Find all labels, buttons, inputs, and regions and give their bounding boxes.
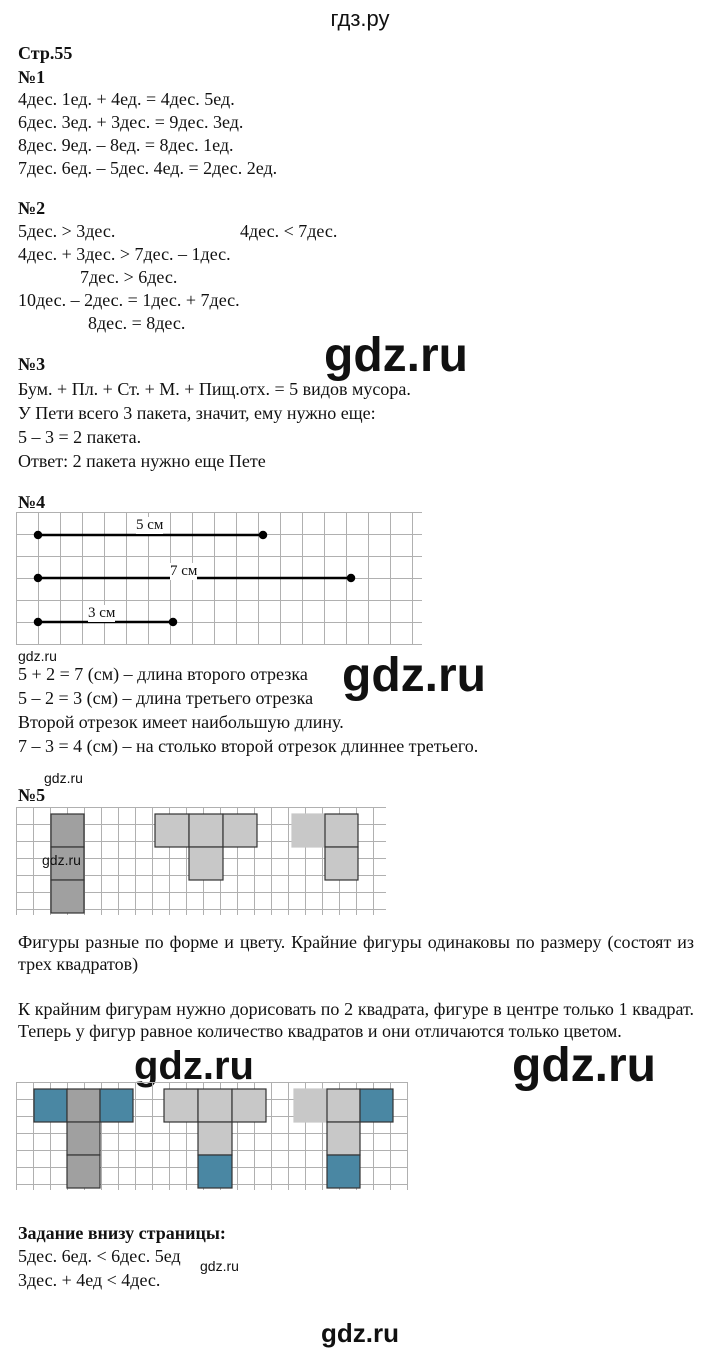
task2-heading: №2 (18, 198, 46, 218)
task4-heading: №4 (18, 492, 46, 512)
figure-corner-completed (294, 1089, 393, 1188)
task1-heading: №1 (18, 67, 46, 87)
task2-line: 10дес. – 2дес. = 1дес. + 7дес. (18, 290, 240, 310)
task3-line: Бум. + Пл. + Ст. + М. + Пищ.отх. = 5 видов мусора. (18, 379, 411, 399)
task2-line: 4дес. < 7дес. (240, 221, 338, 241)
task1-line: 8дес. 9ед. – 8ед. = 8дес. 1ед. (18, 135, 234, 155)
segment-label: 7 см (170, 563, 198, 579)
task5-heading: №5 (18, 785, 46, 805)
task2-line: 4дес. + 3дес. > 7дес. – 1дес. (18, 244, 231, 264)
page-title: Стр.55 (18, 43, 73, 63)
task5-paragraph: Фигуры разные по форме и цвету. Крайние фигуры одинаковы по размеру (состоят из трех квадратов) (18, 932, 694, 974)
watermark: gdz.ru (18, 648, 57, 664)
watermark: gdz.ru (200, 1258, 239, 1274)
watermark: gdz.ru (42, 852, 81, 868)
task3-line: 5 – 3 = 2 пакета. (18, 427, 142, 447)
bottom-task-line: 5дес. 6ед. < 6дес. 5ед (18, 1246, 181, 1266)
watermark: gdz.ru (134, 1044, 254, 1088)
figure-t-completed (164, 1089, 266, 1188)
figure-t (155, 814, 257, 880)
figures-grid-2 (16, 1082, 410, 1192)
site-header: гдз.ру (330, 6, 390, 31)
footer-watermark: gdz.ru (321, 1318, 399, 1348)
bottom-task-line: 3дес. + 4ед < 4дес. (18, 1270, 161, 1290)
segment-label: 5 см (136, 517, 164, 533)
watermark: gdz.ru (44, 770, 83, 786)
task2-line: 8дес. = 8дес. (88, 313, 186, 333)
task4-line: Второй отрезок имеет наибольшую длину. (18, 712, 344, 732)
watermark: gdz.ru (512, 1039, 656, 1092)
figure-corner (292, 814, 358, 880)
task1-line: 6дес. 3ед. + 3дес. = 9дес. 3ед. (18, 112, 244, 132)
task4-line: 5 – 2 = 3 (см) – длина третьего отрезка (18, 688, 314, 708)
task3-heading: №3 (18, 354, 46, 374)
watermark: gdz.ru (342, 649, 486, 702)
bottom-task-heading: Задание внизу страницы: (18, 1223, 226, 1243)
task1-line: 7дес. 6ед. – 5дес. 4ед. = 2дес. 2ед. (18, 158, 278, 178)
task3-line: Ответ: 2 пакета нужно еще Пете (18, 451, 266, 471)
task2-line: 5дес. > 3дес. (18, 221, 116, 241)
task1-line: 4дес. 1ед. + 4ед. = 4дес. 5ед. (18, 89, 235, 109)
task5-paragraph: К крайним фигурам нужно дорисовать по 2 квадрата, фигуре в центре только 1 квадрат. Теперь у фигур равное количество квадратов и они отличаются только цветом. (18, 999, 694, 1041)
watermark: gdz.ru (324, 329, 468, 382)
segment-label: 3 см (88, 605, 116, 621)
segments-grid (16, 512, 424, 648)
task4-line: 7 – 3 = 4 (см) – на столько второй отрезок длиннее третьего. (18, 736, 479, 756)
task2-line: 7дес. > 6дес. (80, 267, 178, 287)
task3-line: У Пети всего 3 пакета, значит, ему нужно еще: (18, 403, 376, 423)
task4-line: 5 + 2 = 7 (см) – длина второго отрезка (18, 664, 308, 684)
